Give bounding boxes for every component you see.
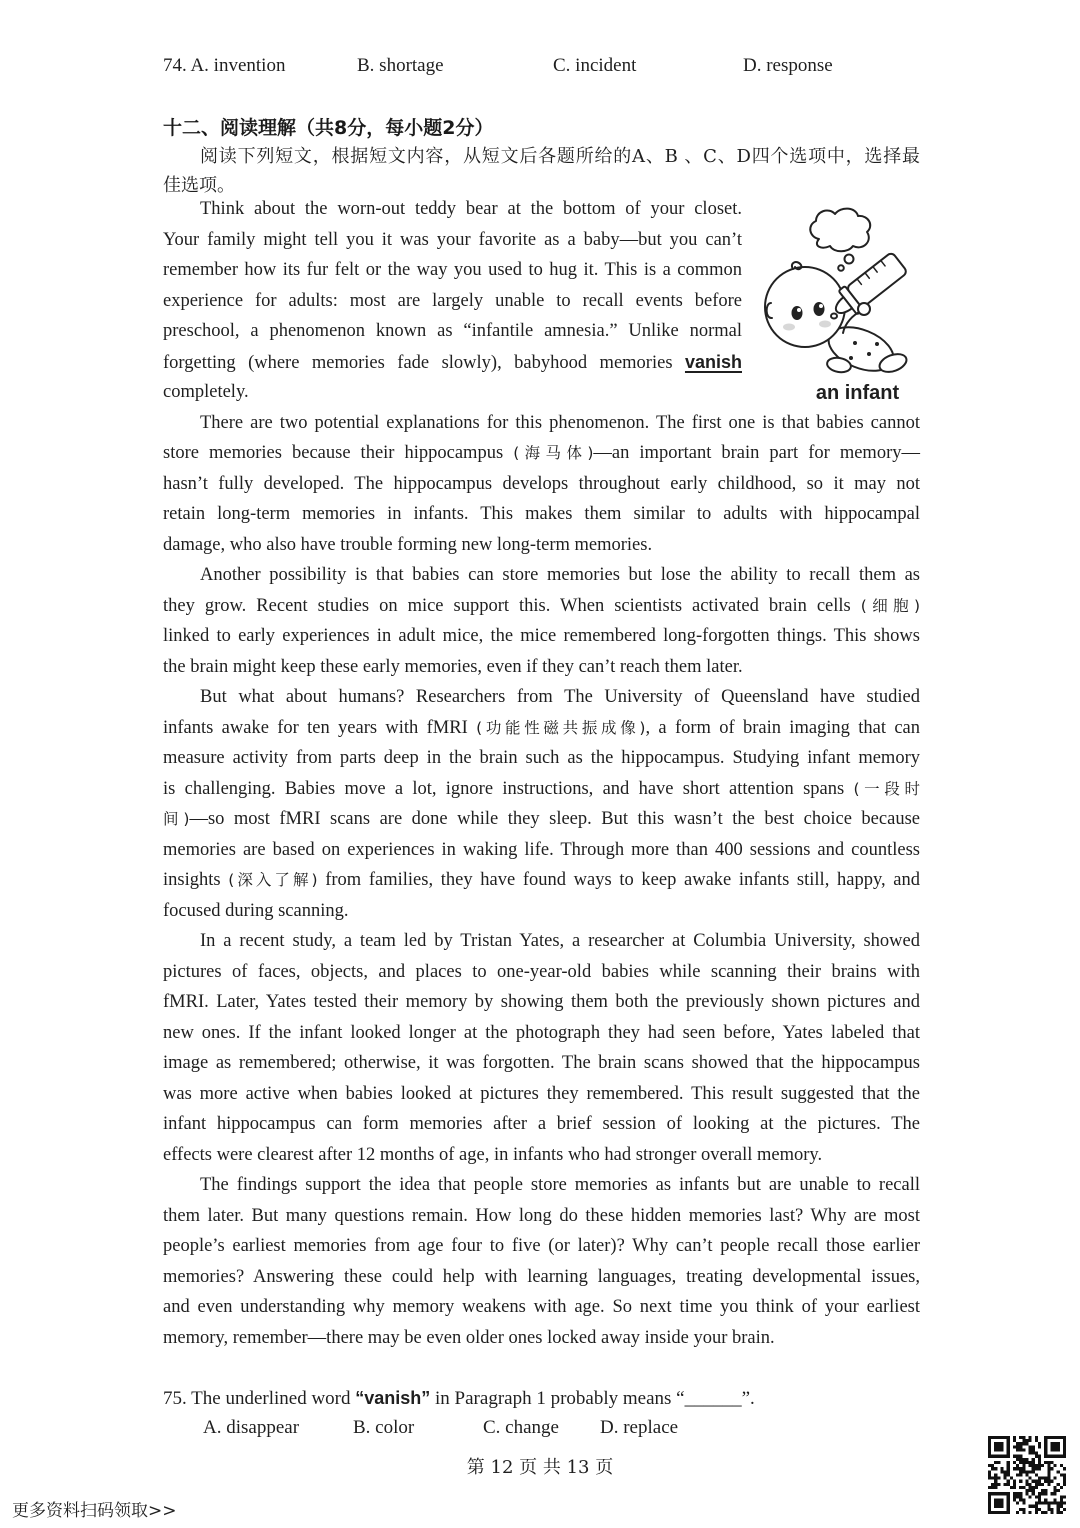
q74-option-a	[163, 53, 285, 79]
line-text: insights	[163, 870, 229, 890]
line-text: they grow. Recent studies on mice support this. When scientists activated brain cells	[163, 595, 861, 616]
passage-line: experience for adults: most are largely unable to recall events before	[163, 290, 742, 311]
paragraph-5	[163, 926, 920, 1170]
line-text: —so most fMRI scans are done while they sleep. But this wasn’t the best choice because	[189, 809, 920, 829]
passage-line: memories? Answering these could help with learning languages, treating developmental issues,	[163, 1266, 920, 1287]
baby-mouth	[831, 314, 837, 319]
option-text: A. invention	[190, 55, 286, 76]
q75-text: in Paragraph 1 probably means “	[430, 1388, 685, 1409]
baby-eye-right	[814, 302, 825, 316]
passage-line: completely.	[163, 382, 249, 402]
passage-line: infant hippocampus can form memories after a brief session of looking at the pictures. The	[163, 1114, 920, 1134]
passage-line: Another possibility is that babies can store memories but lose the ability to recall them as	[200, 565, 920, 585]
baby-cheek	[819, 321, 831, 328]
line-text: from families, they have found ways to keep awake infants still, happy, and	[317, 870, 920, 890]
q74-number: 74.	[163, 55, 187, 76]
passage-line: the brain might keep these early memories, even if they can’t reach them later.	[163, 656, 743, 677]
passage-line: The findings support the idea that people store memories as infants but are unable to recall	[200, 1175, 920, 1195]
passage-line: But what about humans? Researchers from The University of Queensland have studied	[200, 687, 920, 707]
chinese-gloss: (功能性磁共振成像)	[476, 718, 646, 737]
chinese-gloss: 间)	[163, 810, 190, 828]
passage-line	[163, 347, 742, 378]
passage-line: In a recent study, a team led by Tristan Yates, a researcher at Columbia University, showed	[200, 931, 920, 951]
image-caption: an infant	[815, 382, 900, 404]
page-number: 第 12 页 共 13 页	[466, 1457, 614, 1478]
onesie-dot	[875, 342, 879, 346]
passage-line: retain long-term memories in infants. This makes them similar to adults with hippocampal	[163, 504, 920, 524]
passage-line	[163, 804, 920, 835]
passage-line: fMRI. Later, Yates tested their memory by showing them both the previously shown pictures and	[163, 992, 920, 1012]
thought-cloud-icon	[810, 209, 870, 252]
passage-line: and even understanding why memory weakens with age. So next time you think of your earliest	[163, 1297, 920, 1317]
chinese-gloss: (深入了解)	[228, 871, 318, 889]
passage-line	[163, 591, 920, 622]
passage-line: was more active when babies looked at pictures they remembered. This result suggested that the	[163, 1083, 920, 1104]
passage-line: preschool, a phenomenon known as “infantile amnesia.” Unlike normal	[163, 321, 742, 341]
passage-line: linked to early experiences in adult mice, the mice remembered long-forgotten things. This shows	[163, 626, 920, 646]
q75-text: ”.	[741, 1388, 755, 1409]
q74-option-b: B. shortage	[357, 55, 444, 76]
q75-option-b: B. color	[353, 1417, 415, 1438]
baby-head	[765, 267, 845, 347]
section-title: 十二、阅读理解（共8分，每小题2分）	[163, 117, 494, 139]
passage-line: There are two potential explanations for this phenomenon. The first one is that babies cannot	[200, 412, 920, 433]
line-text: store memories because their hippocampus	[163, 443, 514, 463]
q74-option-c: C. incident	[553, 55, 637, 76]
passage-line: memory, remember—there may be even older ones locked away inside your brain.	[163, 1327, 775, 1348]
passage-line: damage, who also have trouble forming new long-term memories.	[163, 534, 653, 555]
passage-line: measure activity from parts deep in the brain such as the hippocampus. Studying infant memory	[163, 748, 920, 768]
baby-cheek	[783, 324, 795, 331]
onesie-dot	[849, 356, 853, 360]
line-text: infants awake for ten years with fMRI	[163, 717, 477, 738]
q75-option-a: A. disappear	[203, 1417, 300, 1438]
passage-line: people’s earliest memories from age four to five (or later)? Why can’t people recall those earlier	[163, 1236, 920, 1256]
q75-text: 75. The underlined word	[163, 1388, 356, 1409]
vanish-keyword: vanish	[684, 351, 742, 372]
paragraph-2	[163, 408, 920, 561]
onesie-dot	[867, 352, 871, 356]
passage-line: memories are based on experiences in waking life. Through more than 400 sessions and countless	[163, 839, 920, 860]
passage-line	[163, 865, 920, 896]
q74-option-d: D. response	[743, 55, 833, 76]
passage-line: remember how its fur felt or the way you used to hug it. This is a common	[163, 260, 742, 280]
passage-line: new ones. If the infant looked longer at the photograph they had seen before, Yates labeled that	[163, 1022, 920, 1043]
passage-line: Your family might tell you it was your favorite as a baby—but you can’t	[163, 229, 742, 250]
eye-highlight	[797, 308, 801, 312]
passage-line	[163, 438, 920, 469]
line-text: forgetting (where memories fade slowly), babyhood memories	[163, 352, 685, 373]
promo-text: 更多资料扫码领取>>	[12, 1501, 177, 1521]
line-text: is challenging. Babies move a lot, ignore instructions, and have short attention spans	[163, 778, 854, 799]
passage-line: effects were clearest after 12 months of age, in infants who had stronger overall memory.	[163, 1144, 823, 1165]
paragraph-3	[163, 560, 920, 682]
baby-hand	[858, 303, 870, 315]
paragraph-6	[163, 1170, 920, 1353]
line-text: —an important brain part for memory—	[593, 443, 920, 463]
passage-line	[163, 713, 920, 744]
section-instructions	[163, 142, 920, 200]
passage-line	[163, 774, 920, 805]
q75-keyword: “vanish”	[355, 1388, 431, 1408]
passage-line: image as remembered; otherwise, it was forgotten. The brain scans showed that the hippocampus	[163, 1053, 920, 1073]
line-text: , a form of brain imaging that can	[645, 717, 920, 738]
infant-with-bottle-icon	[763, 203, 921, 375]
passage-line: focused during scanning.	[163, 900, 349, 921]
qr-code-icon	[988, 1436, 1066, 1514]
passage-line: them later. But many questions remain. How long do these hidden memories last? Why are most	[163, 1205, 920, 1226]
paragraph-4	[163, 682, 920, 926]
chinese-gloss: (海马体)	[513, 444, 594, 462]
q75-option-c: C. change	[483, 1417, 559, 1438]
instruction-line: 阅读下列短文，根据短文内容，从短文后各题所给的A、B 、C、D四个选项中，选择最	[200, 146, 920, 167]
thought-bubble-large	[845, 255, 854, 264]
passage-line: Think about the worn-out teddy bear at the bottom of your closet.	[200, 199, 742, 219]
passage-line: hasn’t fully developed. The hippocampus develops throughout early childhood, so it may not	[163, 473, 920, 494]
thought-bubble-small	[838, 265, 844, 271]
hair-curl	[792, 262, 801, 269]
passage-line: pictures of faces, objects, and places to one-year-old babies while scanning their brains with	[163, 961, 920, 982]
baby-eye-left	[792, 306, 803, 320]
chinese-gloss: (一段时	[853, 779, 920, 798]
eye-highlight	[819, 304, 823, 308]
answer-blank: ______	[684, 1388, 742, 1409]
chinese-gloss: (细胞)	[860, 596, 920, 615]
q75-stem	[163, 1384, 755, 1413]
paragraph-1	[163, 194, 742, 408]
instruction-line: 佳选项。	[163, 175, 235, 196]
onesie-dot	[853, 341, 857, 345]
q75-option-d: D. replace	[600, 1417, 679, 1438]
